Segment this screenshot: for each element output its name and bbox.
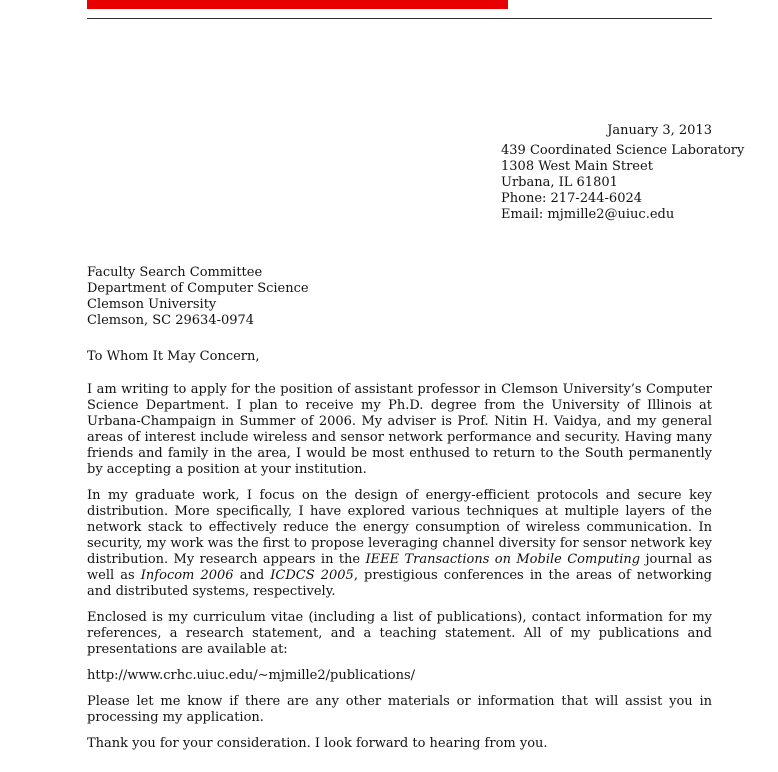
paragraph-research-part-b: journal as well as bbox=[87, 552, 712, 583]
paragraph-intro: I am writing to apply for the position of assistant professor in Clemson University’s Computer Science Department. I plan to receive my Ph.D. degree from the University of Illinois at Urbana-Champaign in Summer of 2006. My adviser is Prof. Nitin H. Vaidya, and my general areas of interest include wireless and sensor network performance and security. Having many friends and family in the area, I would be most enthused to return to the South permanently by accepting a position at your institution. bbox=[87, 382, 712, 477]
paragraph-research bbox=[87, 488, 712, 600]
paragraph-research-part-c: and bbox=[233, 568, 271, 583]
sender-address bbox=[501, 143, 745, 223]
header-accent-bar bbox=[87, 0, 508, 9]
conference-icdcs: ICDCS 2005 bbox=[270, 568, 354, 583]
recipient-line1: Faculty Search Committee bbox=[87, 265, 263, 280]
paragraph-closing: Thank you for your consideration. I look forward to hearing from you. bbox=[87, 736, 548, 751]
paragraph-enclosures: Enclosed is my curriculum vitae (including a list of publications), contact information for my references, a research statement, and a teaching statement. All of my publications and presentations are available at: bbox=[87, 610, 712, 657]
salutation: To Whom It May Concern, bbox=[87, 349, 260, 364]
sender-city-line: Urbana, IL 61801 bbox=[501, 175, 618, 190]
journal-title: IEEE Transactions on Mobile Computing bbox=[365, 552, 641, 567]
recipient-line3: Clemson University bbox=[87, 297, 217, 312]
recipient-line2: Department of Computer Science bbox=[87, 281, 309, 296]
header-rule bbox=[87, 18, 712, 19]
conference-infocom: Infocom 2006 bbox=[140, 568, 234, 583]
letter-body bbox=[87, 382, 712, 762]
paragraph-request: Please let me know if there are any other materials or information that will assist you in processing my application. bbox=[87, 694, 712, 725]
recipient-line4: Clemson, SC 29634-0974 bbox=[87, 313, 255, 328]
sender-phone: Phone: 217-244-6024 bbox=[501, 191, 643, 206]
sender-address-line1: 439 Coordinated Science Laboratory bbox=[501, 143, 745, 158]
sender-address-line2: 1308 West Main Street bbox=[501, 159, 653, 174]
letter-date: January 3, 2013 bbox=[607, 123, 712, 138]
publications-url: http://www.crhc.uiuc.edu/∼mjmille2/publications/ bbox=[87, 668, 416, 683]
recipient-address bbox=[87, 265, 487, 329]
paragraph-research-part-d: , prestigious conferences in the areas of networking and distributed systems, respectively. bbox=[87, 568, 712, 599]
sender-email: Email: mjmille2@uiuc.edu bbox=[501, 207, 675, 222]
paragraph-research-part-a: In my graduate work, I focus on the design of energy-efficient protocols and secure key distribution. More specifically, I have explored various techniques at multiple layers of the network stack to effectively reduce the energy consumption of wireless communication. In security, my work was the first to propose leveraging channel diversity for sensor network key distribution. My research appears in the bbox=[87, 488, 712, 567]
